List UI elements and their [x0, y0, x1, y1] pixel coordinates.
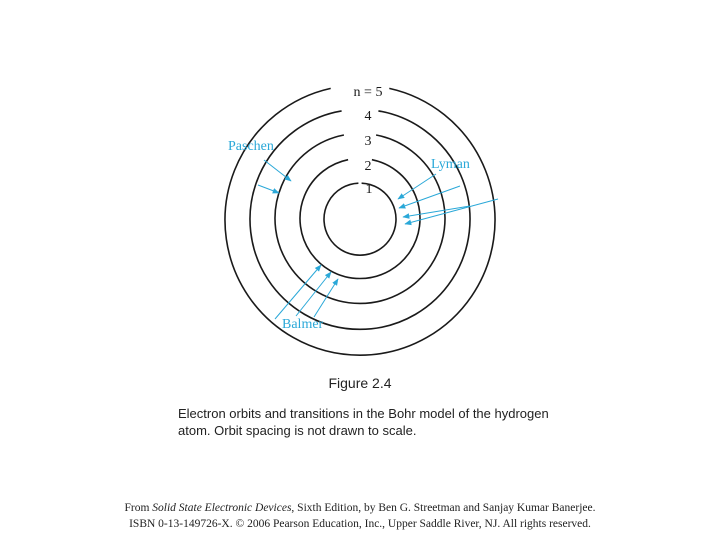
credit-prefix: From: [124, 502, 153, 514]
orbit-4: [250, 111, 470, 329]
orbit-label-1: 1: [365, 182, 373, 197]
figure-caption: [178, 405, 558, 439]
paschen-label: Paschen: [228, 139, 274, 154]
orbit-label-3: 3: [364, 134, 372, 149]
credit-line-2: ISBN 0-13-149726-X. © 2006 Pearson Education, Inc., Upper Saddle River, NJ. All rights reserved.: [129, 518, 591, 530]
orbit-label-5: n = 5: [353, 85, 383, 100]
paschen-arrow-2: [258, 185, 279, 193]
orbit-1: [324, 183, 396, 255]
credit-line-1: [0, 500, 720, 516]
lyman-arrow-2: [399, 186, 460, 208]
balmer-arrow-2: [296, 272, 331, 316]
credit-book-title: Solid State Electronic Devices: [152, 502, 292, 514]
credit-rest: , Sixth Edition, by Ben G. Streetman and Sanjay Kumar Banerjee.: [291, 502, 596, 514]
figure-title: Figure 2.4: [328, 375, 392, 391]
lyman-label: Lyman: [431, 157, 470, 172]
orbit-label-4: 4: [364, 109, 372, 124]
balmer-label: Balmer: [282, 317, 324, 332]
caption-line-2: atom. Orbit spacing is not drawn to scale.: [178, 423, 417, 438]
paschen-arrow-1: [264, 160, 291, 181]
orbit-2: [300, 160, 420, 279]
orbit-5: [225, 88, 495, 355]
source-credit: [0, 500, 720, 532]
caption-line-1: Electron orbits and transitions in the Bohr model of the hydrogen: [178, 406, 549, 421]
orbit-label-2: 2: [364, 159, 372, 174]
balmer-arrow-3: [314, 279, 338, 317]
